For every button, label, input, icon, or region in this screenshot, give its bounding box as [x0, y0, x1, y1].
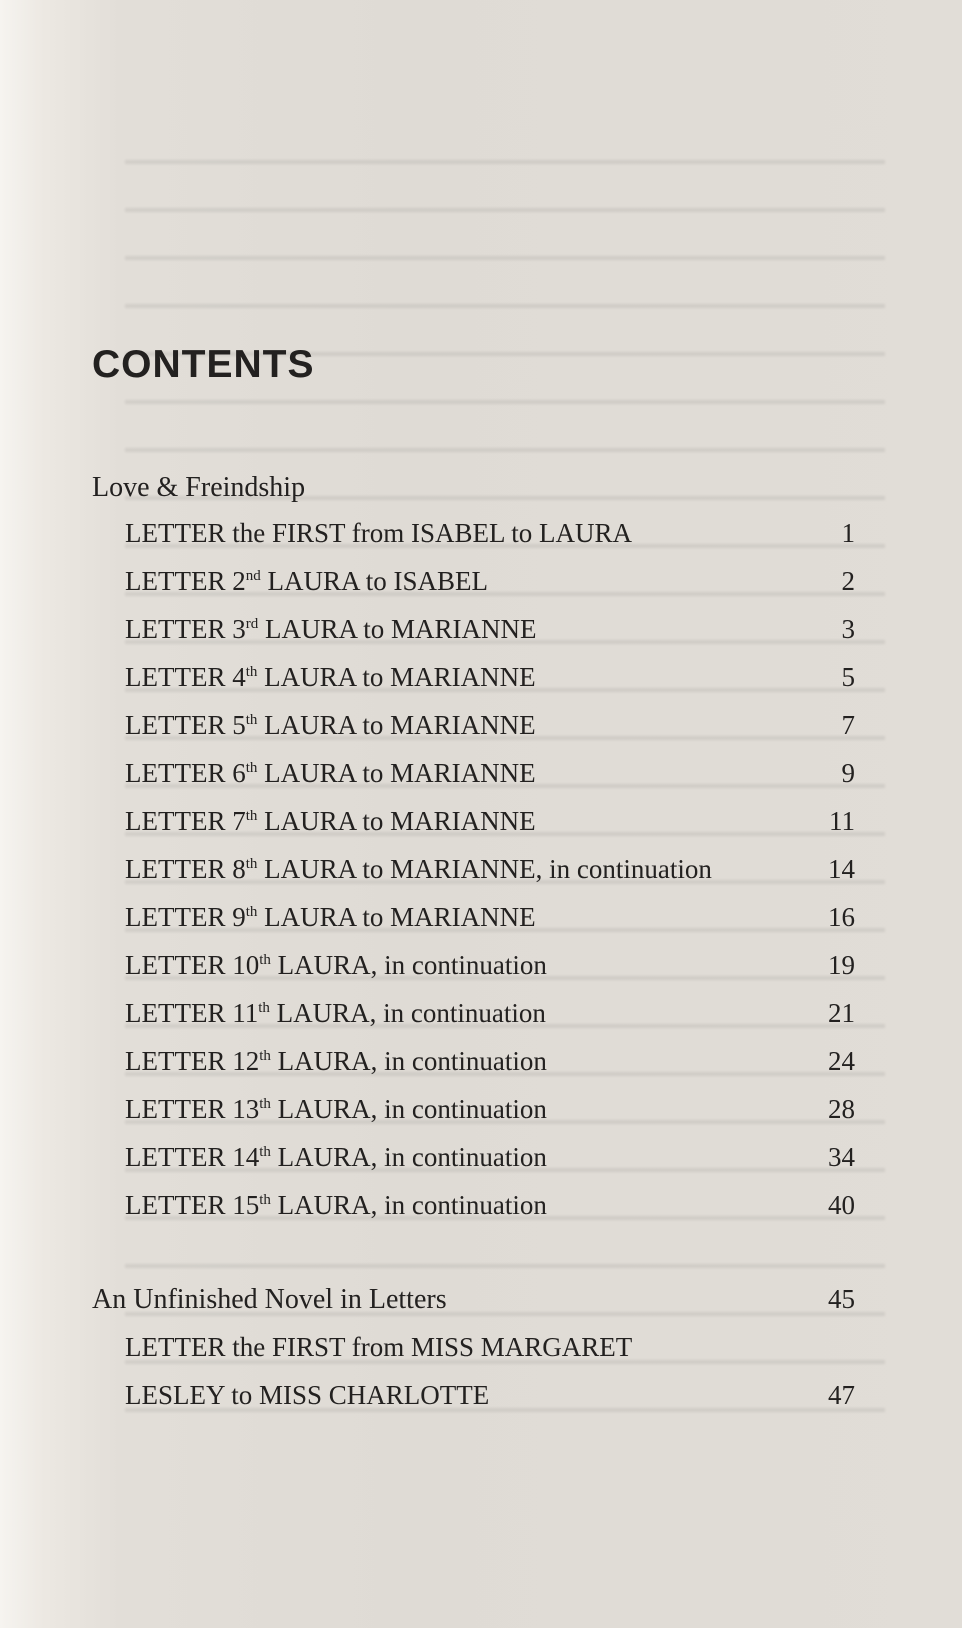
toc-entry-title: LETTER 6th LAURA to MARIANNE: [125, 758, 536, 788]
toc-entry[interactable]: [125, 806, 855, 846]
toc-entry-title: LETTER the FIRST from MISS MARGARET: [125, 1332, 633, 1362]
toc-entry-title: LETTER 15th LAURA, in continuation: [125, 1190, 547, 1220]
toc-entry-title: LETTER 10th LAURA, in continuation: [125, 950, 547, 980]
toc-entry-title: LESLEY to MISS CHARLOTTE: [125, 1380, 490, 1410]
toc-page-number: 19: [828, 950, 855, 980]
toc-page-number: 28: [828, 1094, 855, 1124]
toc-entry-title: LETTER 4th LAURA to MARIANNE: [125, 662, 536, 692]
toc-entry[interactable]: [125, 1142, 855, 1182]
toc-entry[interactable]: [125, 710, 855, 750]
toc-entry[interactable]: [125, 902, 855, 942]
toc-page-number: 34: [828, 1142, 855, 1172]
toc-entry-title: LETTER 2nd LAURA to ISABEL: [125, 566, 488, 596]
toc-entry-title: LETTER 14th LAURA, in continuation: [125, 1142, 547, 1172]
toc-entry-title: LETTER 11th LAURA, in continuation: [125, 998, 546, 1028]
toc-page-number: 5: [841, 662, 855, 692]
section-title-text: An Unfinished Novel in Letters: [92, 1284, 447, 1315]
toc-page-number: 2: [841, 566, 855, 596]
toc-page-number: 16: [828, 902, 855, 932]
toc-entry[interactable]: [125, 614, 855, 654]
toc-entry-title: LETTER 5th LAURA to MARIANNE: [125, 710, 536, 740]
toc-entry-title: LETTER 9th LAURA to MARIANNE: [125, 902, 536, 932]
toc-entry-title: LETTER the FIRST from ISABEL to LAURA: [125, 518, 632, 548]
toc-page-number: 14: [828, 854, 855, 884]
toc-entry-title: LETTER 13th LAURA, in continuation: [125, 1094, 547, 1124]
toc-entry[interactable]: [125, 518, 855, 558]
toc-entry[interactable]: [125, 1190, 855, 1230]
toc-page-number: 47: [828, 1380, 855, 1410]
toc-entry[interactable]: [125, 1046, 855, 1086]
toc-entry[interactable]: [125, 662, 855, 702]
toc-entry[interactable]: [125, 1332, 855, 1372]
toc-entry[interactable]: [125, 998, 855, 1038]
toc-page-number: 40: [828, 1190, 855, 1220]
toc-entry[interactable]: [125, 1094, 855, 1134]
toc-entry-title: LETTER 7th LAURA to MARIANNE: [125, 806, 536, 836]
section-title-unfinished-novel[interactable]: [92, 1284, 855, 1324]
toc-page-number: 45: [828, 1284, 855, 1314]
toc-entry[interactable]: [125, 950, 855, 990]
toc-page-number: 3: [841, 614, 855, 644]
page-title: CONTENTS: [92, 343, 315, 386]
toc-page-number: 24: [828, 1046, 855, 1076]
toc-entry-title: LETTER 3rd LAURA to MARIANNE: [125, 614, 537, 644]
toc-page-number: 1: [841, 518, 855, 548]
toc-page-number: 9: [841, 758, 855, 788]
toc-page-number: 7: [841, 710, 855, 740]
toc-entry[interactable]: [125, 566, 855, 606]
toc-entry-title: LETTER 8th LAURA to MARIANNE, in continuation: [125, 854, 712, 884]
toc-entry[interactable]: [125, 1380, 855, 1420]
toc-entry-title: LETTER 12th LAURA, in continuation: [125, 1046, 547, 1076]
section-title-love-freindship: Love & Freindship: [92, 472, 306, 503]
toc-page-number: 21: [828, 998, 855, 1028]
toc-page-number: 11: [829, 806, 855, 836]
toc-entry[interactable]: [125, 854, 855, 894]
toc-entry[interactable]: [125, 758, 855, 798]
